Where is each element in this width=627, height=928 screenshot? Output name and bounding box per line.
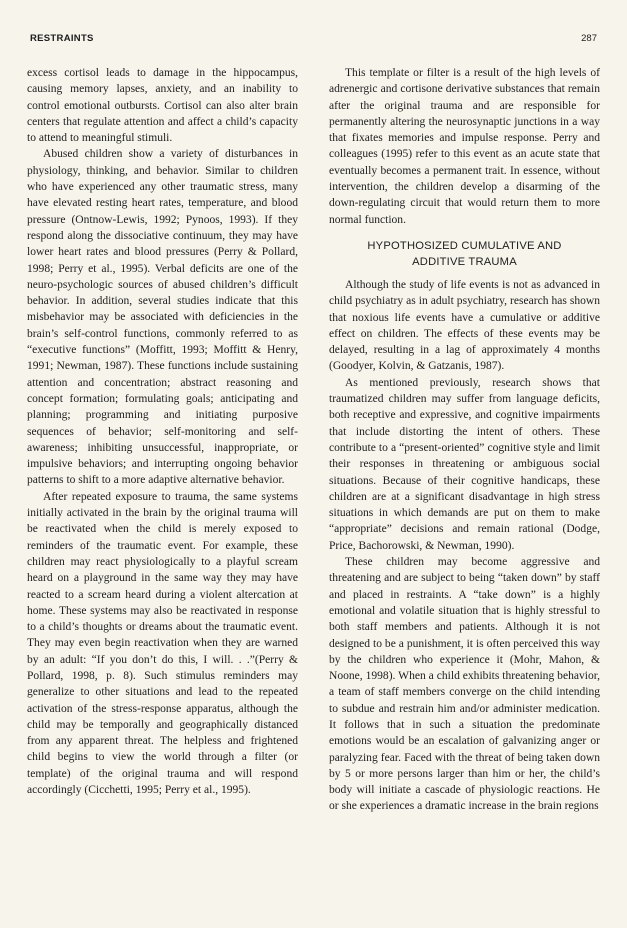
paragraph: As mentioned previously, research shows that traumatized children may suffer from language deficits, both receptive and expressive, and cognitive impairments that include distorting the intent of others. These contribute to a “present-oriented” cognitive style and limit their responses in threatening or ambiguous social situations. Because of their cognitive handicaps, these children are at a significant disadvantage in high stress situations in which demands are put on them to make “appropriate” decisions and remain rational (Dodge, Price, Bachorowski, & Newman, 1990).	[329, 376, 600, 552]
running-head	[30, 33, 597, 45]
paragraph: Abused children show a variety of disturbances in physiology, thinking, and behavior. Similar to children who have experienced any other traumatic stress, many have elevated resting heart rates, temperature, and blood pressure (Ontnow-Lewis, 1992; Pynoos, 1993). If they respond along the dissociative continuum, they may have lower heart rates and blood pressures (Perry & Pollard, 1998; Perry et al., 1995). Verbal deficits are one of the neuro-psychologic sources of abused children’s difficult behavior. In addition, several studies indicate that this misbehavior may be associated with deficiencies in the brain’s self-control functions, commonly referred to as “executive functions” (Moffitt, 1993; Moffitt & Henry, 1991; Newman, 1987). These functions include sustaining attention and concentration; abstract reasoning and concept formation; formulating goals; anticipating and planning; programming and initiating purposive sequences of behavior; self-monitoring and self-awareness; inhibiting unsuccessful, inappropriate, or impulsive behaviors; and interrupting ongoing behavior patterns to shift to a more adaptive alternative behavior.	[27, 148, 298, 487]
paragraph: These children may become aggressive and threatening and are subject to being “taken down” by staff and placed in restraints. A “take down” is a highly emotional and volatile situation that is highly stressful to both staff members and patients. Although it is not designed to be a punishment, it is often perceived this way by the children who experience it (Mohr, Mahon, & Noone, 1998). When a child exhibits threatening behavior, a team of staff members converge on the child intending to subdue and restrain him and/or administer medication. It follows that in such a situation the predominate emotions would be an escalation of galvanizing anger or paralyzing fear. Faced with the threat of being taken down by 5 or more persons larger than him or her, the child’s body will initiate a cascade of physiologic reactions. He or she experiences a dramatic increase in the brain regions	[329, 556, 600, 813]
paragraph: After repeated exposure to trauma, the same systems initially activated in the brain by the original trauma will be reactivated when the child is merely exposed to reminders of the traumatic event. For example, these children may react physiologically to a playful scream heard on a playground in the same way they may have reacted to a scream heard during a violent altercation at home. These systems may also be reactivated in response to a child’s thoughts or dreams about the traumatic event. They may even begin reactivation when they are warned by an adult: “If you don’t do this, I will. . .”(Perry & Pollard, 1998, p. 8). Such stimulus reminders may generalize to other situations and lead to the repeated activation of the stress-response apparatus, although the child may be temporally and geographically distanced from any apparent threat. The helpless and frightened child begins to view the world through a filter (or template) of the original trauma and will respond accordingly (Cicchetti, 1995; Perry et al., 1995).	[27, 490, 298, 797]
right-column	[329, 65, 600, 815]
paragraph-continued: excess cortisol leads to damage in the hippocampus, causing memory lapses, anxiety, and an inability to control emotional outbursts. Cortisol can also alter brain centers that regulate attention and affect a child’s capacity to attend to meaningful stimuli.	[27, 67, 298, 145]
section-heading	[329, 238, 600, 270]
paragraph: This template or filter is a result of the high levels of adrenergic and cortisone derivative substances that remain after the original trauma and are responsible for permanently altering the neurosynaptic junctions in a way that fixates memories and impulse response. Perry and colleagues (1995) refer to this event as an acute state that eventually becomes a permanent trait. In essence, without intervention, the children develop a disarming of the down-regulating circuit that would return them to more normal function.	[329, 67, 600, 226]
left-column	[27, 65, 298, 798]
section-heading-line: HYPOTHOSIZED CUMULATIVE AND	[367, 239, 562, 252]
paragraph: Although the study of life events is not as advanced in child psychiatry as in adult psychiatry, research has shown that noxious life events have a cumulative or additive effect on children. The effects of these events may be delayed, resulting in a lag of approximately 4 months (Goodyer, Kolvin, & Gatzanis, 1987).	[329, 278, 600, 373]
section-heading-line: ADDITIVE TRAUMA	[412, 255, 517, 268]
page-number: 287	[581, 33, 597, 44]
running-title: RESTRAINTS	[30, 33, 94, 44]
